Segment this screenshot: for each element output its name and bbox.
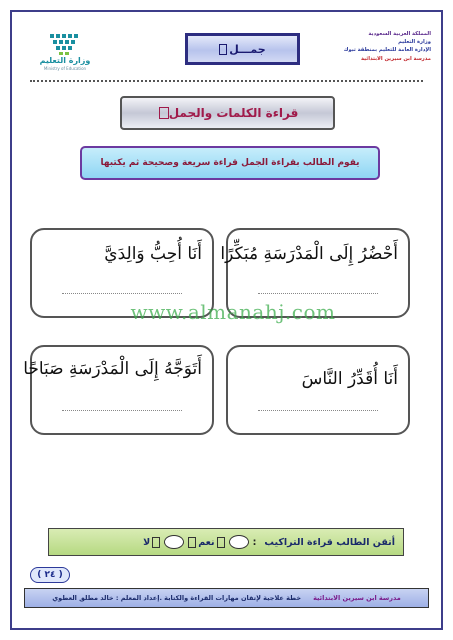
yes-label: نعم (198, 536, 215, 548)
sentence-card (23, 345, 214, 435)
writing-line[interactable] (62, 293, 182, 294)
ministry-logo-text: وزارة التعليم (39, 56, 91, 65)
org-line-ministry: وزارة التعليم (398, 39, 431, 46)
writing-line[interactable] (62, 410, 182, 411)
title-square-icon (219, 44, 227, 55)
sentence-text: أَنَا أُحِبُّ وَالِدَيَّ (104, 244, 202, 264)
header-divider (30, 80, 423, 82)
sentence-card (226, 345, 410, 435)
org-line-school: مدرسة ابن سيرين الابتدائية (360, 55, 431, 62)
footer (24, 588, 429, 608)
sentence-text: أَتَوَجَّهُ إِلَى الْمَدْرَسَةِ صَبَاحًا (23, 359, 202, 379)
org-line-directorate: الإدارة العامة للتعليم بمنطقة تبوك (343, 47, 431, 54)
org-line-kingdom: المملكة العربية السعودية (368, 31, 431, 37)
square-icon (217, 537, 225, 548)
section-heading-text: قراءة الكلمات والجمل (168, 106, 299, 120)
heading-square-icon (159, 107, 169, 119)
square-icon (188, 537, 196, 548)
yes-checkbox[interactable] (229, 535, 249, 549)
ministry-logo-subtext: Ministry of Education (43, 66, 87, 71)
page-title-text: جمـــل (229, 42, 266, 56)
ministry-logo (30, 30, 100, 74)
organization-header (321, 30, 431, 63)
colon-separator: : (252, 536, 257, 548)
page-title (185, 33, 300, 65)
no-label: لا (143, 536, 151, 548)
footer-school: مدرسة ابن سيرين الابتدائية (313, 594, 401, 602)
instruction-text: يقوم الطالب بقراءة الجمل قراءة سريعة وصحيحة ثم يكتبها (100, 158, 360, 168)
assessment-bar (48, 528, 404, 556)
section-heading (120, 96, 335, 130)
writing-line[interactable] (258, 410, 378, 411)
watermark: www.almanahj.com (130, 300, 336, 324)
writing-line[interactable] (258, 293, 378, 294)
no-checkbox[interactable] (164, 535, 184, 549)
assessment-label: أتقن الطالب قراءة التراكيب (264, 536, 395, 548)
ministry-logo-icon (30, 30, 100, 56)
square-icon (152, 537, 160, 548)
footer-plan: خطة علاجية لإتقان مهارات القراءة والكتابة .إعداد المعلم : خالد مطلق العطوي (52, 594, 302, 602)
instruction-banner (80, 146, 380, 180)
sentence-text: أَنَا أُقَدِّرُ النَّاسَ (301, 369, 398, 389)
page-number: ( ٢٤ ) (30, 567, 70, 583)
sentence-text: أَحْضُرُ إِلَى الْمَدْرَسَةِ مُبَكِّرًا (220, 244, 398, 264)
